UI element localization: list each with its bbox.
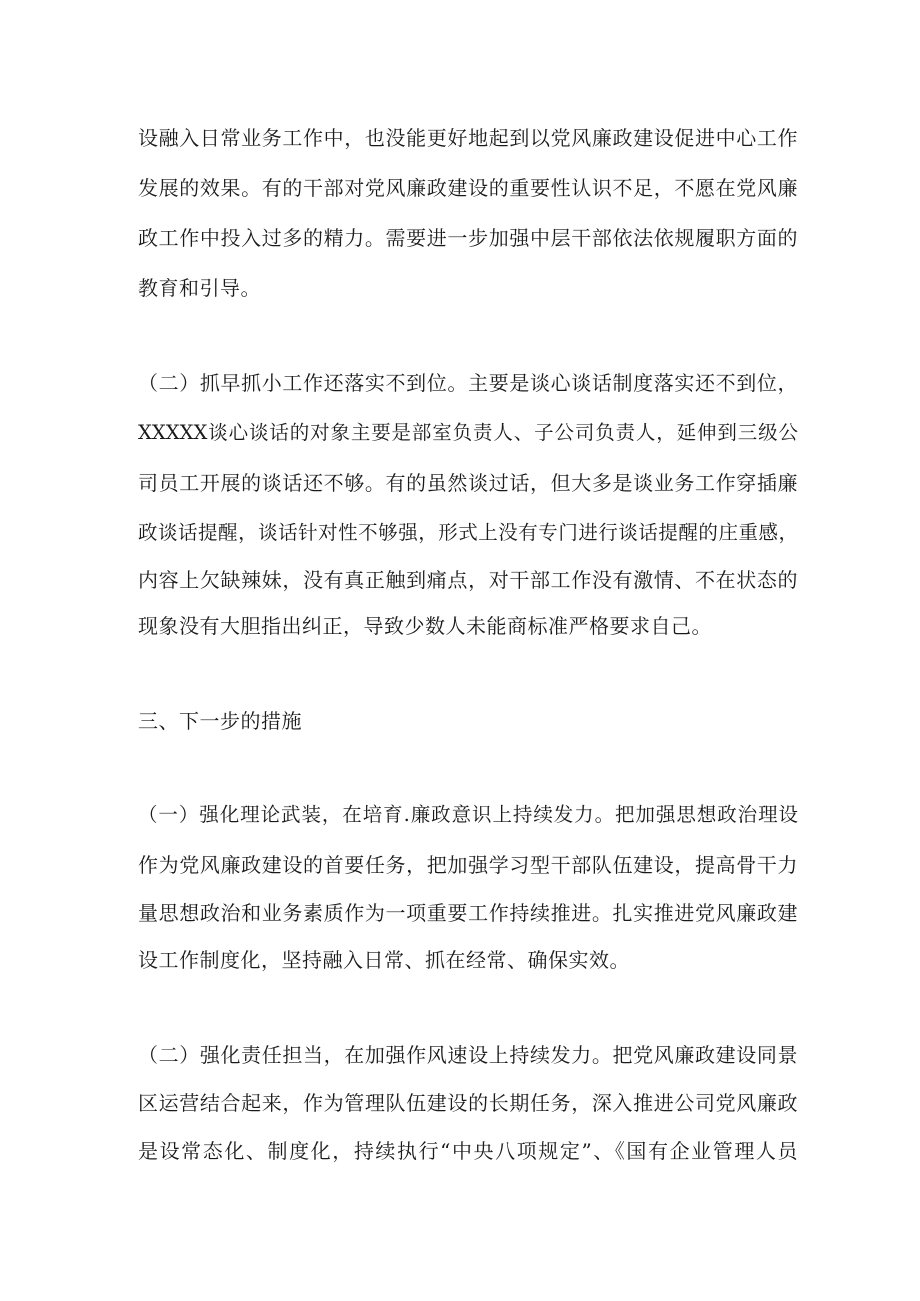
paragraph-4-line-2: 区运营结合起来，作为管理队伍建设的长期任务，深入推进公司党风廉政 [138, 1091, 798, 1115]
paragraph-2-line-2: XXXXX谈心谈话的对象主要是部室负责人、子公司负责人，延伸到三级公 [138, 421, 798, 444]
paragraph-1-line-3: 政工作中投入过多的精力。需要进一步加强中层干部依法依规履职方面的 [138, 226, 798, 250]
paragraph-2-line-5: 内容上欠缺辣妹，没有真正触到痛点，对干部工作没有激情、不在状态的 [138, 568, 798, 592]
paragraph-3-line-3: 量思想政治和业务素质作为一项重要工作持续推进。扎实推进党风廉政建 [138, 901, 798, 925]
paragraph-1-line-1: 设融入日常业务工作中，也没能更好地起到以党风廉政建设促进中心工作 [138, 126, 798, 150]
paragraph-2-line-3: 司员工开展的谈话还不够。有的虽然谈过话，但大多是谈业务工作穿插廉 [138, 471, 798, 495]
paragraph-4-line-3: 是设常态化、制度化，持续执行“中央八项规定”、《国有企业管理人员 [138, 1139, 798, 1163]
paragraph-2-line-4: 政谈话提醒，谈话针对性不够强，形式上没有专门进行谈话提醒的庄重感， [138, 521, 798, 544]
paragraph-3-line-2: 作为党风廉政建设的首要任务，把加强学习型干部队伍建设，提高骨干力 [138, 853, 798, 877]
paragraph-3-line-4: 设工作制度化，坚持融入日常、抓在经常、确保实效。 [138, 948, 630, 972]
paragraph-4-line-1: （二）强化责任担当，在加强作风速设上持续发力。把党风廉政建设同景 [138, 1043, 798, 1067]
paragraph-2-line-6: 现象没有大胆指出纠正，导致少数人未能商标准严格要求自己。 [138, 614, 712, 638]
paragraph-1-line-4: 教育和引导。 [138, 276, 261, 300]
paragraph-3-line-1: （一）强化理论武装，在培育.廉政意识上持续发力。把加强思想政治理设 [138, 803, 798, 826]
paragraph-1-line-2: 发展的效果。有的干部对党风廉政建设的重要性认识不足，不愿在党风廉 [138, 176, 798, 200]
paragraph-2-line-1: （二）抓早抓小工作还落实不到位。主要是谈心谈话制度落实还不到位， [138, 371, 798, 395]
section-heading: 三、下一步的措施 [138, 709, 302, 733]
